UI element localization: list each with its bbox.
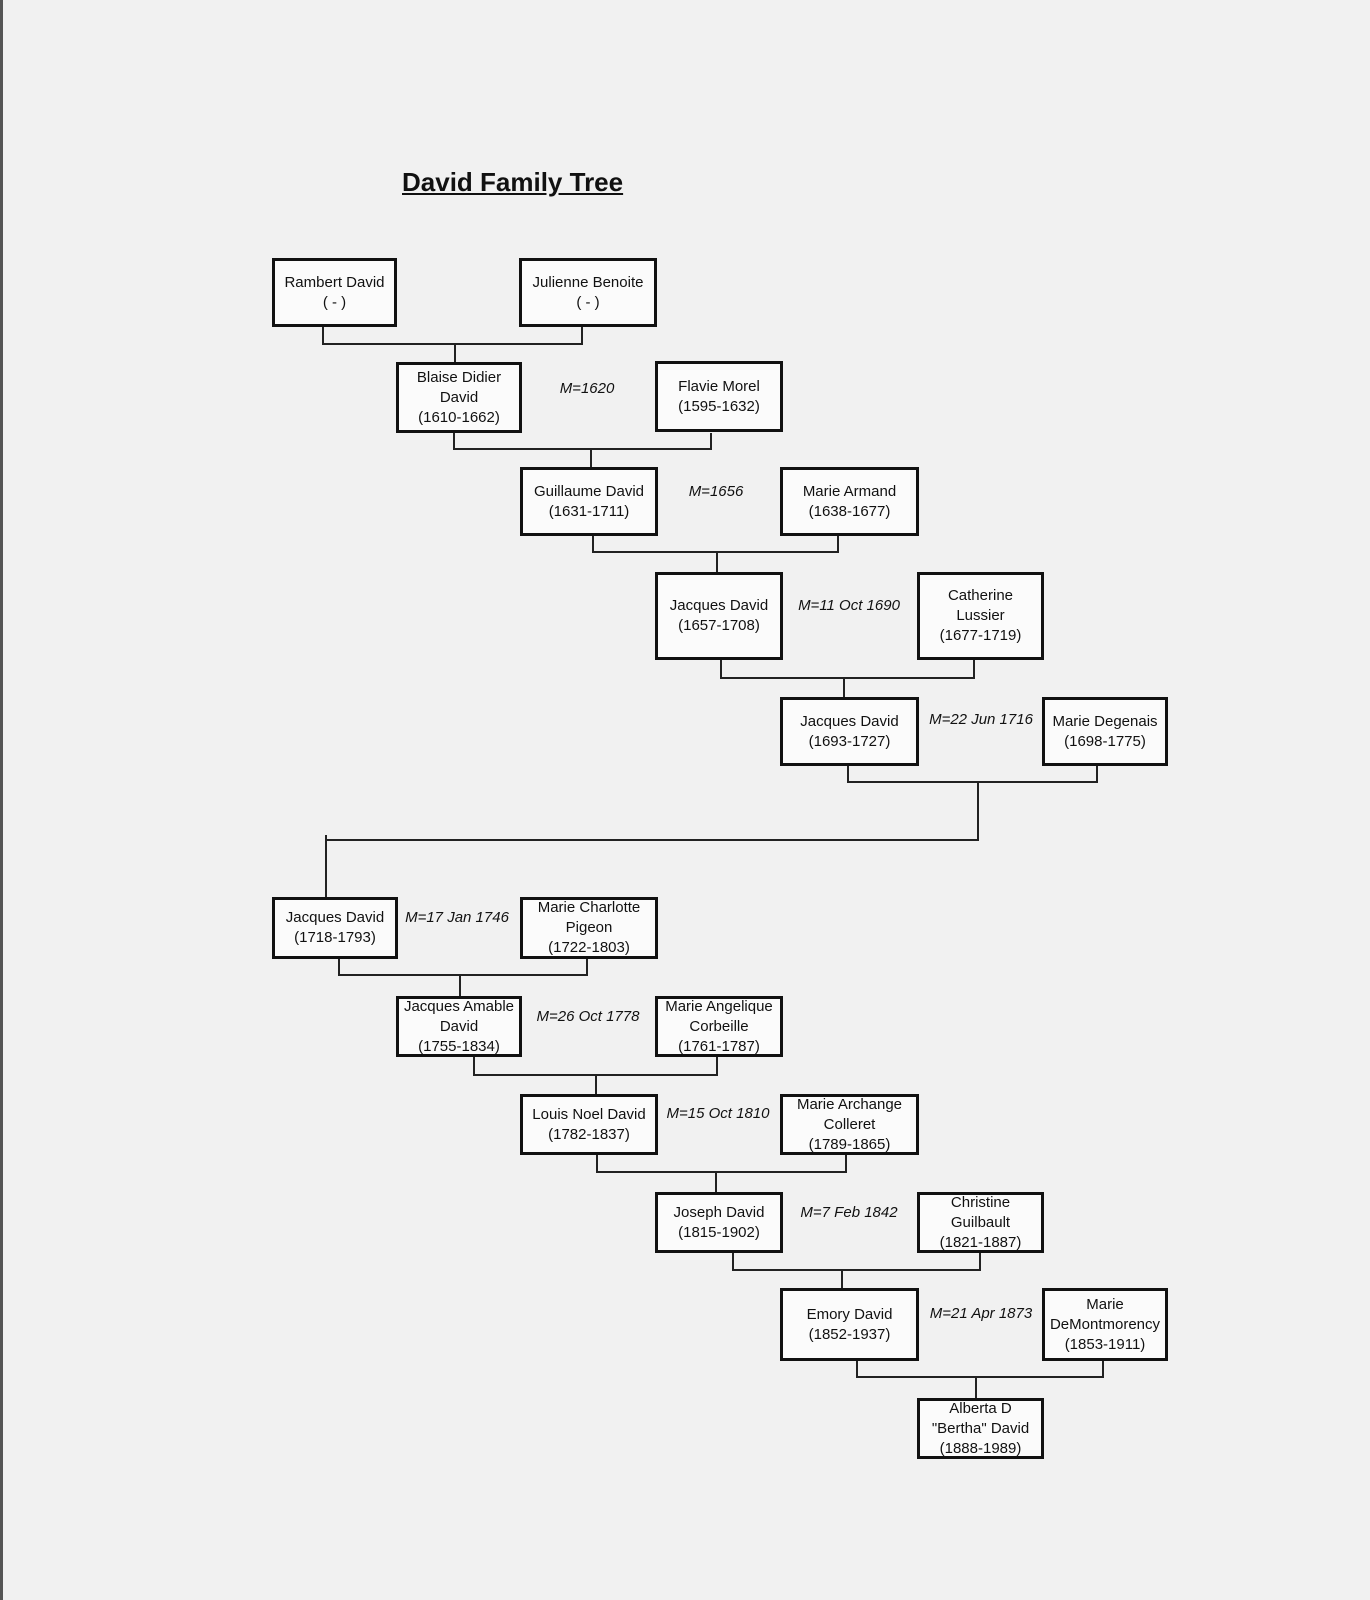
person-box-line: Marie Angelique (665, 997, 773, 1015)
marriage-label: M=1620 (559, 380, 615, 397)
person-box-line: (1761-1787) (678, 1037, 760, 1055)
person-box-line: ( - ) (322, 293, 347, 311)
person-box (655, 996, 783, 1057)
connector-line (733, 1253, 980, 1270)
person-box-line: (1677-1719) (939, 627, 1022, 644)
person-box-line: Jacques David (285, 909, 385, 926)
person-box (520, 467, 658, 536)
person-box (1042, 697, 1168, 766)
person-box-line: "Bertha" David (931, 1419, 1030, 1437)
person-box-line: Julienne Benoite (532, 273, 644, 291)
connector-line (848, 766, 1097, 782)
person-box-line: (1755-1834) (418, 1037, 500, 1055)
person-box-line: (1853-1911) (1064, 1335, 1146, 1353)
person-box-line: (1610-1662) (418, 408, 500, 426)
person-box-line: (1888-1989) (939, 1439, 1022, 1457)
connector-line (593, 536, 838, 552)
person-box-line: (1698-1775) (1064, 732, 1146, 750)
marriage-label: M=17 Jan 1746 (405, 909, 509, 926)
connector-line (339, 959, 587, 975)
person-box-line: Marie Charlotte (537, 899, 641, 916)
person-box (917, 572, 1044, 660)
person-box-line: Jacques Amable (403, 997, 515, 1015)
person-box-line: Blaise Didier (416, 368, 502, 386)
person-box (780, 1288, 919, 1361)
person-box-line: Lussier (956, 607, 1005, 624)
person-box-line: Marie Degenais (1052, 712, 1158, 730)
person-box (917, 1398, 1044, 1459)
person-box-line: (1693-1727) (808, 732, 891, 750)
person-box (519, 258, 657, 327)
person-box-line: Christine (950, 1193, 1011, 1211)
marriage-label: M=22 Jun 1716 (929, 711, 1033, 728)
person-box-line: Rambert David (284, 273, 385, 291)
marriage-label: M=15 Oct 1810 (666, 1105, 770, 1122)
person-box-line: Alberta D (949, 1399, 1012, 1417)
person-box-line: Emory David (806, 1305, 893, 1323)
person-box (780, 1094, 919, 1155)
person-box (780, 467, 919, 536)
connector-line (721, 660, 974, 678)
person-box-line: (1722-1803) (548, 939, 630, 956)
person-box-line: Louis Noel David (532, 1105, 646, 1123)
person-box (917, 1192, 1044, 1253)
person-box-line: Jacques David (669, 597, 769, 614)
connector-line (454, 433, 711, 449)
person-box-line: Marie Armand (802, 482, 897, 500)
person-box (520, 897, 658, 959)
person-box-line: Guillaume David (533, 482, 645, 500)
person-box (520, 1094, 658, 1155)
person-box-line: (1638-1677) (808, 502, 891, 520)
marriage-label: M=11 Oct 1690 (798, 597, 900, 614)
marriage-label: M=1656 (688, 483, 744, 500)
person-box (780, 697, 919, 766)
person-box-line: ( - ) (576, 293, 600, 311)
marriage-label: M=21 Apr 1873 (929, 1305, 1033, 1322)
person-box-line: Catherine (947, 587, 1014, 604)
person-box (272, 258, 397, 327)
person-box-line: (1718-1793) (294, 929, 376, 946)
person-box (272, 897, 398, 959)
person-box-line: DeMontmorency (1049, 1315, 1161, 1333)
connector-line (326, 782, 978, 897)
connector-line (474, 1057, 717, 1075)
connector-line (857, 1361, 1103, 1377)
person-box-line: (1657-1708) (678, 617, 760, 634)
person-box (655, 1192, 783, 1253)
person-box-line: David (439, 388, 479, 406)
connector-line (323, 327, 582, 344)
person-box (655, 361, 783, 432)
connector-line (597, 1155, 846, 1172)
person-box-line: Flavie Morel (678, 377, 760, 395)
person-box-line: Pigeon (565, 919, 613, 936)
person-box-line: Marie Archange (796, 1095, 903, 1113)
person-box (1042, 1288, 1168, 1361)
person-box-line: Corbeille (689, 1017, 749, 1035)
person-box-line: Marie (1086, 1295, 1124, 1313)
marriage-label: M=26 Oct 1778 (536, 1008, 640, 1025)
person-box-line: David (439, 1017, 479, 1035)
person-box-line: (1789-1865) (808, 1135, 891, 1153)
person-box-line: (1815-1902) (678, 1223, 760, 1241)
person-box-line: Jacques David (800, 712, 899, 730)
person-box (396, 996, 522, 1057)
person-box-line: Joseph David (673, 1203, 765, 1221)
person-box-line: (1782-1837) (548, 1125, 630, 1143)
person-box-line: Guilbault (950, 1213, 1011, 1231)
page-title: David Family Tree (402, 167, 624, 197)
person-box-line: (1852-1937) (808, 1325, 891, 1343)
person-box-line: (1631-1711) (548, 502, 630, 520)
person-box-line: (1821-1887) (939, 1233, 1022, 1251)
person-box-line: (1595-1632) (678, 397, 760, 415)
marriage-label: M=7 Feb 1842 (800, 1204, 898, 1221)
person-box (396, 362, 522, 433)
person-box (655, 572, 783, 660)
person-box-line: Colleret (823, 1115, 876, 1133)
